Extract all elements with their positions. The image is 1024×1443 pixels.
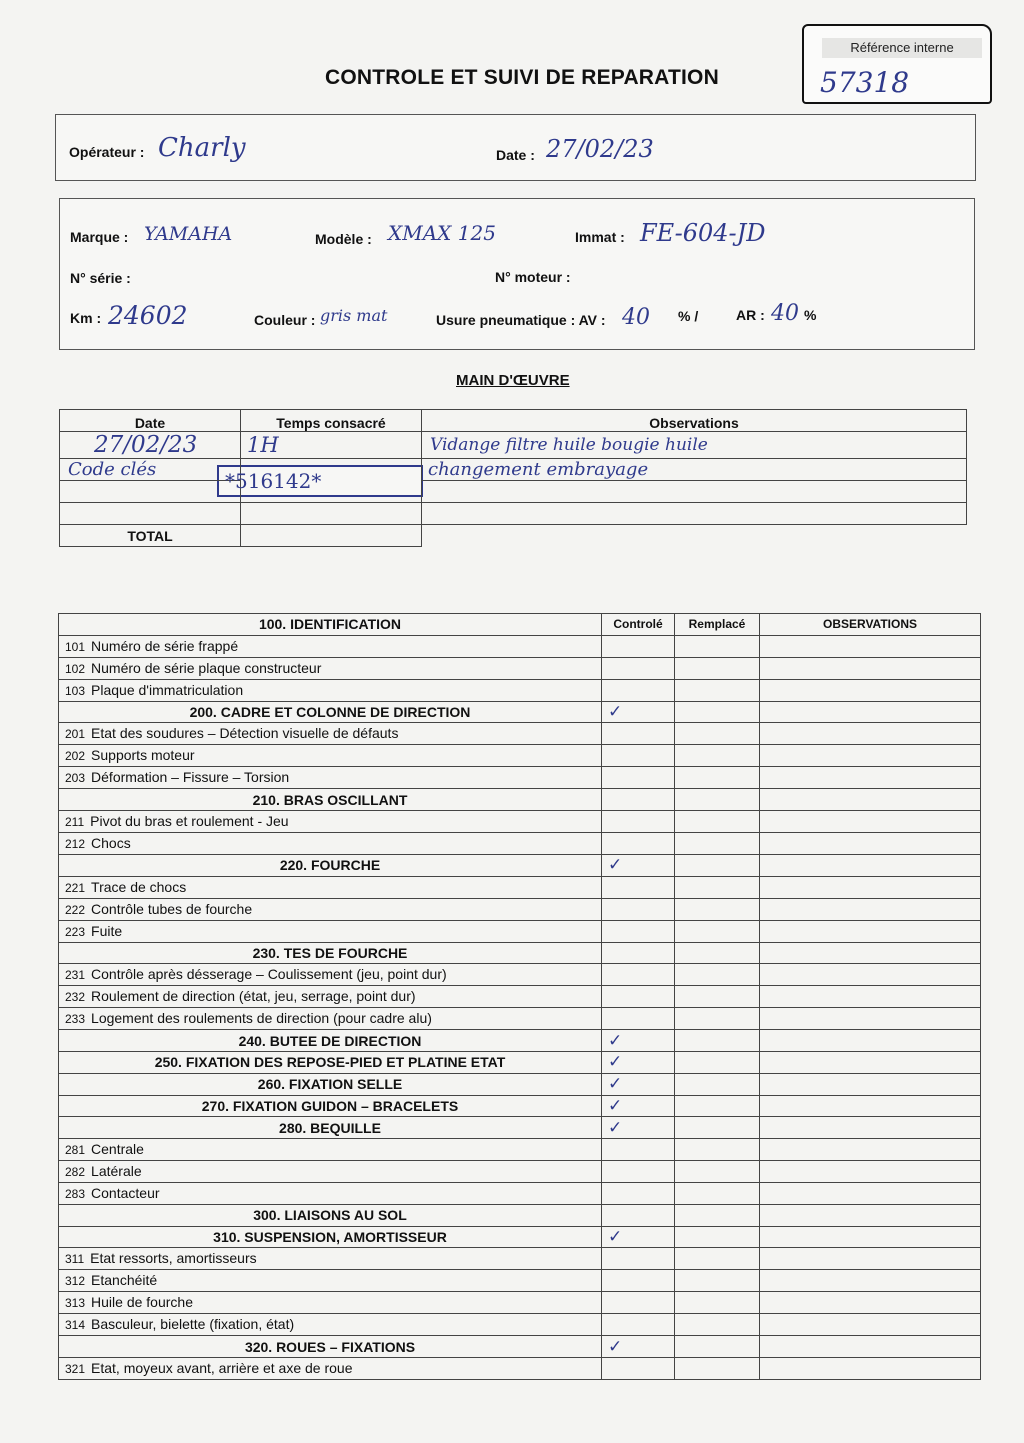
remplace-cell — [675, 855, 760, 877]
observation-cell — [760, 701, 981, 723]
checklist-item-row — [59, 1292, 981, 1314]
observation-cell — [760, 1248, 981, 1270]
checklist-section: 250. FIXATION DES REPOSE-PIED ET PLATINE ETAT — [59, 1052, 602, 1074]
checklist-item-label: Pivot du bras et roulement - Jeu — [90, 813, 289, 830]
checklist-item-label: Huile de fourche — [91, 1294, 193, 1311]
col-remplace: Remplacé — [675, 614, 760, 636]
controle-cell — [602, 1052, 675, 1074]
observation-cell — [760, 789, 981, 811]
remplace-cell — [675, 767, 760, 789]
page-title: CONTROLE ET SUIVI DE REPARATION — [325, 66, 719, 89]
controle-cell — [602, 1314, 675, 1336]
checklist-item-label: Contrôle après désserage – Coulissement (jeu, point dur) — [91, 966, 447, 983]
controle-cell — [602, 1204, 675, 1226]
checklist-item-row — [59, 1248, 981, 1270]
checklist-item — [59, 657, 602, 679]
observation-cell — [760, 1008, 981, 1030]
checklist-item-number: 102 — [65, 661, 86, 676]
controle-cell — [602, 1160, 675, 1182]
checklist-item-number: 211 — [65, 815, 85, 830]
operator-box — [55, 114, 976, 181]
checklist-item-number: 321 — [65, 1361, 86, 1376]
checklist-section: 240. BUTEE DE DIRECTION — [59, 1030, 602, 1052]
couleur-value: gris mat — [320, 306, 388, 325]
check-mark-icon: ✓ — [608, 1030, 623, 1050]
checklist-item-label: Etat, moyeux avant, arrière et axe de roue — [91, 1359, 353, 1376]
checklist-item — [59, 745, 602, 767]
checklist-section: 230. TES DE FOURCHE — [59, 942, 602, 964]
checklist-item-number: 232 — [65, 990, 86, 1005]
observation-cell — [760, 811, 981, 833]
checklist-section: 300. LIAISONS AU SOL — [59, 1204, 602, 1226]
labor-row2-obs: changement embrayage — [422, 459, 967, 481]
checklist-item — [59, 876, 602, 898]
checklist-item-row — [59, 833, 981, 855]
checklist-section: 260. FIXATION SELLE — [59, 1073, 602, 1095]
controle-cell — [602, 1117, 675, 1139]
checklist-item-number: 311 — [65, 1252, 85, 1267]
controle-cell — [602, 1336, 675, 1358]
controle-cell — [602, 1248, 675, 1270]
labor-title: MAIN D'ŒUVRE — [456, 372, 570, 389]
remplace-cell — [675, 1052, 760, 1074]
checklist-item-row — [59, 1008, 981, 1030]
col-controle: Controlé — [602, 614, 675, 636]
checklist-section-row — [59, 789, 981, 811]
observation-cell — [760, 1336, 981, 1358]
remplace-cell — [675, 1160, 760, 1182]
date-label: Date : — [496, 147, 535, 163]
reference-value: 57318 — [820, 66, 910, 99]
remplace-cell — [675, 833, 760, 855]
checklist-section-row — [59, 855, 981, 877]
controle-cell — [602, 898, 675, 920]
checklist-item-number: 201 — [65, 727, 86, 742]
controle-cell — [602, 1226, 675, 1248]
checklist-item-label: Logement des roulements de direction (pour cadre alu) — [91, 1010, 432, 1027]
controle-cell — [602, 1008, 675, 1030]
remplace-cell — [675, 1314, 760, 1336]
observation-cell — [760, 1138, 981, 1160]
modele-label: Modèle : — [315, 231, 372, 247]
check-mark-icon: ✓ — [608, 1226, 623, 1246]
remplace-cell — [675, 964, 760, 986]
vehicle-box — [59, 198, 975, 350]
checklist-section-row — [59, 701, 981, 723]
remplace-cell — [675, 1073, 760, 1095]
remplace-cell — [675, 1138, 760, 1160]
controle-cell — [602, 1292, 675, 1314]
checklist-item-label: Latérale — [91, 1162, 142, 1179]
check-mark-icon: ✓ — [608, 1095, 623, 1115]
controle-cell — [602, 789, 675, 811]
observation-cell — [760, 1292, 981, 1314]
remplace-cell — [675, 898, 760, 920]
observation-cell — [760, 1226, 981, 1248]
remplace-cell — [675, 1270, 760, 1292]
remplace-cell — [675, 942, 760, 964]
observation-cell — [760, 898, 981, 920]
checklist-item-label: Trace de chocs — [91, 878, 187, 895]
check-mark-icon: ✓ — [608, 1336, 623, 1356]
checklist-section: 210. BRAS OSCILLANT — [59, 789, 602, 811]
labor-total-value — [241, 525, 422, 547]
pct-sign: % — [804, 307, 817, 323]
remplace-cell — [675, 679, 760, 701]
checklist-section: 270. FIXATION GUIDON – BRACELETS — [59, 1095, 602, 1117]
observation-cell — [760, 1314, 981, 1336]
controle-cell — [602, 811, 675, 833]
remplace-cell — [675, 1248, 760, 1270]
observation-cell — [760, 920, 981, 942]
remplace-cell — [675, 1292, 760, 1314]
observation-cell — [760, 745, 981, 767]
observation-cell — [760, 1357, 981, 1379]
checklist-item — [59, 635, 602, 657]
checklist-item-number: 212 — [65, 837, 86, 852]
checklist-item-row — [59, 876, 981, 898]
controle-cell — [602, 1073, 675, 1095]
marque-value: YAMAHA — [144, 223, 233, 245]
checklist-item-label: Contacteur — [91, 1184, 160, 1201]
remplace-cell — [675, 811, 760, 833]
checklist-item — [59, 1314, 602, 1336]
checklist-item-label: Déformation – Fissure – Torsion — [91, 769, 290, 786]
checklist-section-row — [59, 1117, 981, 1139]
remplace-cell — [675, 1357, 760, 1379]
controle-cell — [602, 876, 675, 898]
remplace-cell — [675, 1095, 760, 1117]
checklist-section: 310. SUSPENSION, AMORTISSEUR — [59, 1226, 602, 1248]
checklist-item-row — [59, 657, 981, 679]
checklist-item — [59, 964, 602, 986]
checklist-item-number: 223 — [65, 924, 86, 939]
check-mark-icon: ✓ — [608, 1117, 623, 1137]
checklist-item-row — [59, 811, 981, 833]
labor-total-label: TOTAL — [60, 525, 241, 547]
serie-label: N° série : — [70, 270, 131, 286]
couleur-label: Couleur : — [254, 312, 316, 328]
checklist-item-label: Numéro de série plaque constructeur — [91, 659, 322, 676]
checklist-item-number: 283 — [65, 1186, 86, 1201]
controle-cell — [602, 855, 675, 877]
checklist-item-row — [59, 1182, 981, 1204]
remplace-cell — [675, 657, 760, 679]
remplace-cell — [675, 635, 760, 657]
checklist-item-number: 222 — [65, 902, 86, 917]
check-mark-icon: ✓ — [608, 1052, 623, 1072]
checklist-item-number: 103 — [65, 683, 86, 698]
checklist-item-label: Chocs — [91, 835, 131, 852]
checklist-item — [59, 1160, 602, 1182]
checklist-header — [59, 614, 981, 636]
checklist-item — [59, 1270, 602, 1292]
checklist-item-row — [59, 986, 981, 1008]
checklist-item-row — [59, 1314, 981, 1336]
checklist-item — [59, 723, 602, 745]
checklist-item — [59, 920, 602, 942]
checklist-item-number: 282 — [65, 1164, 86, 1179]
observation-cell — [760, 1073, 981, 1095]
checklist-item-row — [59, 1270, 981, 1292]
remplace-cell — [675, 1226, 760, 1248]
checklist-section-row — [59, 1073, 981, 1095]
operator-label: Opérateur : — [69, 144, 145, 160]
immat-value: FE-604-JD — [640, 219, 766, 247]
observation-cell — [760, 964, 981, 986]
remplace-cell — [675, 1336, 760, 1358]
checklist-item-row — [59, 1160, 981, 1182]
checklist-item — [59, 1182, 602, 1204]
checklist-item — [59, 898, 602, 920]
observation-cell — [760, 723, 981, 745]
check-mark-icon: ✓ — [608, 855, 623, 875]
checklist-item — [59, 679, 602, 701]
checklist-item — [59, 986, 602, 1008]
checklist-table — [58, 613, 981, 1380]
controle-cell — [602, 986, 675, 1008]
remplace-cell — [675, 1182, 760, 1204]
checklist-section-row — [59, 1226, 981, 1248]
checklist-section-row — [59, 1336, 981, 1358]
pct-separator: % / — [678, 308, 699, 324]
checklist-section: 220. FOURCHE — [59, 855, 602, 877]
col-observations: OBSERVATIONS — [760, 614, 981, 636]
checklist-section-row — [59, 1204, 981, 1226]
labor-row2-date: Code clés — [60, 459, 241, 481]
checklist-item — [59, 1357, 602, 1379]
checklist-item-number: 203 — [65, 771, 86, 786]
checklist-section-row — [59, 1095, 981, 1117]
checklist-item-label: Numéro de série frappé — [91, 637, 239, 654]
checklist-item-row — [59, 767, 981, 789]
remplace-cell — [675, 723, 760, 745]
usure-label: Usure pneumatique : AV : — [436, 312, 606, 328]
controle-cell — [602, 635, 675, 657]
checklist-item-number: 202 — [65, 749, 86, 764]
controle-cell — [602, 701, 675, 723]
checklist-item-label: Etat des soudures – Détection visuelle de défauts — [91, 725, 399, 742]
labor-table — [59, 409, 967, 547]
observation-cell — [760, 1030, 981, 1052]
operator-value: Charly — [158, 133, 246, 163]
checklist-item-label: Contrôle tubes de fourche — [91, 900, 253, 917]
observation-cell — [760, 876, 981, 898]
controle-cell — [602, 679, 675, 701]
controle-cell — [602, 920, 675, 942]
remplace-cell — [675, 1204, 760, 1226]
reference-label: Référence interne — [822, 38, 982, 58]
labor-col-obs: Observations — [422, 410, 967, 432]
observation-cell — [760, 833, 981, 855]
labor-col-temps: Temps consacré — [241, 410, 422, 432]
moteur-label: N° moteur : — [495, 269, 571, 285]
checklist-item-number: 312 — [65, 1274, 86, 1289]
remplace-cell — [675, 920, 760, 942]
observation-cell — [760, 986, 981, 1008]
checklist-section: 100. IDENTIFICATION — [59, 614, 602, 636]
checklist-item-label: Fuite — [91, 922, 123, 939]
remplace-cell — [675, 876, 760, 898]
km-label: Km : — [70, 310, 102, 326]
controle-cell — [602, 767, 675, 789]
controle-cell — [602, 1138, 675, 1160]
km-value: 24602 — [108, 301, 188, 330]
ar-value: 40 — [771, 301, 799, 326]
checklist-item — [59, 767, 602, 789]
observation-cell — [760, 1182, 981, 1204]
checklist-item-label: Etanchéité — [91, 1272, 158, 1289]
controle-cell — [602, 942, 675, 964]
checklist-item-number: 233 — [65, 1012, 86, 1027]
controle-cell — [602, 1030, 675, 1052]
checklist-item — [59, 833, 602, 855]
controle-cell — [602, 1270, 675, 1292]
observation-cell — [760, 1052, 981, 1074]
observation-cell — [760, 855, 981, 877]
controle-cell — [602, 657, 675, 679]
checklist-item — [59, 811, 602, 833]
observation-cell — [760, 1270, 981, 1292]
observation-cell — [760, 767, 981, 789]
checklist-item-row — [59, 635, 981, 657]
observation-cell — [760, 679, 981, 701]
checklist-item-row — [59, 679, 981, 701]
observation-cell — [760, 657, 981, 679]
labor-col-date: Date — [60, 410, 241, 432]
check-mark-icon: ✓ — [608, 1074, 623, 1094]
check-mark-icon: ✓ — [608, 702, 623, 722]
checklist-item-row — [59, 1138, 981, 1160]
checklist-item-label: Etat ressorts, amortisseurs — [90, 1250, 257, 1267]
checklist-item-row — [59, 964, 981, 986]
controle-cell — [602, 833, 675, 855]
reference-box — [802, 24, 992, 104]
checklist-section: 200. CADRE ET COLONNE DE DIRECTION — [59, 701, 602, 723]
labor-row1-temps: 1H — [241, 432, 422, 459]
checklist-section-row — [59, 1052, 981, 1074]
immat-label: Immat : — [575, 229, 625, 245]
checklist-section: 280. BEQUILLE — [59, 1117, 602, 1139]
remplace-cell — [675, 789, 760, 811]
checklist-item-row — [59, 723, 981, 745]
remplace-cell — [675, 745, 760, 767]
remplace-cell — [675, 1008, 760, 1030]
checklist-item-label: Basculeur, bielette (fixation, état) — [91, 1316, 295, 1333]
controle-cell — [602, 1182, 675, 1204]
checklist-section-row — [59, 942, 981, 964]
ar-label: AR : — [736, 307, 765, 323]
controle-cell — [602, 1357, 675, 1379]
checklist-item — [59, 1138, 602, 1160]
checklist-item-row — [59, 898, 981, 920]
av-value: 40 — [622, 305, 650, 330]
remplace-cell — [675, 1030, 760, 1052]
observation-cell — [760, 1095, 981, 1117]
remplace-cell — [675, 701, 760, 723]
checklist-section-row — [59, 1030, 981, 1052]
checklist-item-number: 314 — [65, 1318, 86, 1333]
observation-cell — [760, 1204, 981, 1226]
checklist-item-row — [59, 920, 981, 942]
checklist-item-number: 231 — [65, 968, 86, 983]
checklist-item-label: Roulement de direction (état, jeu, serrage, point dur) — [91, 988, 416, 1005]
marque-label: Marque : — [70, 229, 129, 245]
controle-cell — [602, 723, 675, 745]
observation-cell — [760, 635, 981, 657]
remplace-cell — [675, 986, 760, 1008]
observation-cell — [760, 1160, 981, 1182]
checklist-item — [59, 1008, 602, 1030]
checklist-item-row — [59, 745, 981, 767]
controle-cell — [602, 745, 675, 767]
observation-cell — [760, 1117, 981, 1139]
remplace-cell — [675, 1117, 760, 1139]
observation-cell — [760, 942, 981, 964]
checklist-section: 320. ROUES – FIXATIONS — [59, 1336, 602, 1358]
key-code-box: *516142* — [217, 465, 423, 497]
checklist-item-row — [59, 1357, 981, 1379]
checklist-item — [59, 1292, 602, 1314]
controle-cell — [602, 964, 675, 986]
checklist-item — [59, 1248, 602, 1270]
labor-row1-date: 27/02/23 — [60, 432, 241, 459]
checklist-item-label: Supports moteur — [91, 747, 195, 764]
checklist-item-number: 281 — [65, 1142, 86, 1157]
checklist-item-number: 313 — [65, 1296, 86, 1311]
controle-cell — [602, 1095, 675, 1117]
checklist-item-label: Plaque d'immatriculation — [91, 681, 244, 698]
checklist-item-number: 101 — [65, 639, 86, 654]
date-value: 27/02/23 — [546, 135, 654, 163]
checklist-item-number: 221 — [65, 880, 86, 895]
modele-value: XMAX 125 — [388, 221, 496, 245]
checklist-item-label: Centrale — [91, 1140, 144, 1157]
labor-row1-obs: Vidange filtre huile bougie huile — [422, 432, 967, 459]
